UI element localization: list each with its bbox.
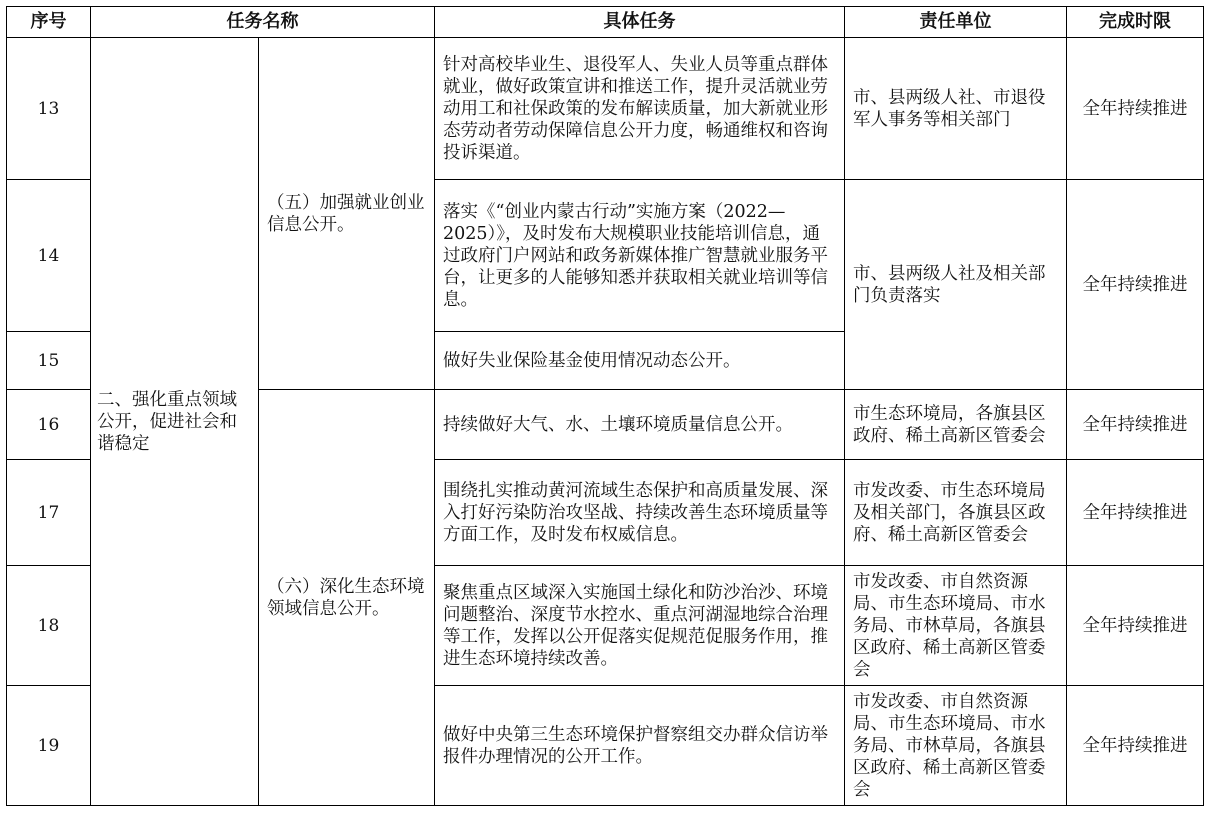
task-cell: 针对高校毕业生、退役军人、失业人员等重点群体就业，做好政策宣讲和推送工作，提升灵活就业劳动用工和社保政策的发布解读质量，加大新就业形态劳动者劳动保障信息公开力度，畅通维权和咨询投诉渠道。 <box>435 38 845 180</box>
task-cell: 做好中央第三生态环境保护督察组交办群众信访举报件办理情况的公开工作。 <box>435 686 845 806</box>
deadline-cell: 全年持续推进 <box>1067 38 1204 180</box>
task-cell: 聚焦重点区域深入实施国土绿化和防沙治沙、环境问题整治、深度节水控水、重点河湖湿地综合治理等工作，发挥以公开促落实促规范促服务作用，推进生态环境持续改善。 <box>435 566 845 686</box>
header-row <box>7 7 1204 38</box>
header-task-name: 任务名称 <box>91 7 435 38</box>
row-number: 18 <box>7 566 91 686</box>
responsible-cell: 市发改委、市自然资源局、市生态环境局、市水务局、市林草局，各旗县区政府、稀土高新区管委会 <box>845 686 1067 806</box>
subcategory-cell: （六）深化生态环境领域信息公开。 <box>259 390 435 806</box>
deadline-cell: 全年持续推进 <box>1067 566 1204 686</box>
responsible-cell: 市、县两级人社及相关部门负责落实 <box>845 180 1067 390</box>
deadline-cell: 全年持续推进 <box>1067 460 1204 566</box>
row-number: 19 <box>7 686 91 806</box>
header-responsible: 责任单位 <box>845 7 1067 38</box>
subcategory-cell: （五）加强就业创业信息公开。 <box>259 38 435 390</box>
task-cell: 围绕扎实推动黄河流域生态保护和高质量发展、深入打好污染防治攻坚战、持续改善生态环境质量等方面工作，及时发布权威信息。 <box>435 460 845 566</box>
header-seq: 序号 <box>7 7 91 38</box>
table-row <box>7 38 1204 180</box>
responsible-cell: 市、县两级人社、市退役军人事务等相关部门 <box>845 38 1067 180</box>
deadline-cell: 全年持续推进 <box>1067 390 1204 460</box>
row-number: 15 <box>7 332 91 390</box>
row-number: 13 <box>7 38 91 180</box>
responsible-cell: 市生态环境局，各旗县区政府、稀土高新区管委会 <box>845 390 1067 460</box>
deadline-cell: 全年持续推进 <box>1067 180 1204 390</box>
task-cell: 做好失业保险基金使用情况动态公开。 <box>435 332 845 390</box>
deadline-cell: 全年持续推进 <box>1067 686 1204 806</box>
task-cell: 持续做好大气、水、土壤环境质量信息公开。 <box>435 390 845 460</box>
row-number: 14 <box>7 180 91 332</box>
category-cell: 二、强化重点领域公开，促进社会和谐稳定 <box>91 38 259 806</box>
responsible-cell: 市发改委、市自然资源局、市生态环境局、市水务局、市林草局，各旗县区政府、稀土高新区管委会 <box>845 566 1067 686</box>
task-cell: 落实《“创业内蒙古行动”实施方案（2022—2025）》，及时发布大规模职业技能培训信息，通过政府门户网站和政务新媒体推广智慧就业服务平台，让更多的人能够知悉并获取相关就业培训等信息。 <box>435 180 845 332</box>
row-number: 16 <box>7 390 91 460</box>
task-table <box>6 6 1204 806</box>
header-deadline: 完成时限 <box>1067 7 1204 38</box>
responsible-cell: 市发改委、市生态环境局及相关部门，各旗县区政府、稀土高新区管委会 <box>845 460 1067 566</box>
header-specific-task: 具体任务 <box>435 7 845 38</box>
row-number: 17 <box>7 460 91 566</box>
